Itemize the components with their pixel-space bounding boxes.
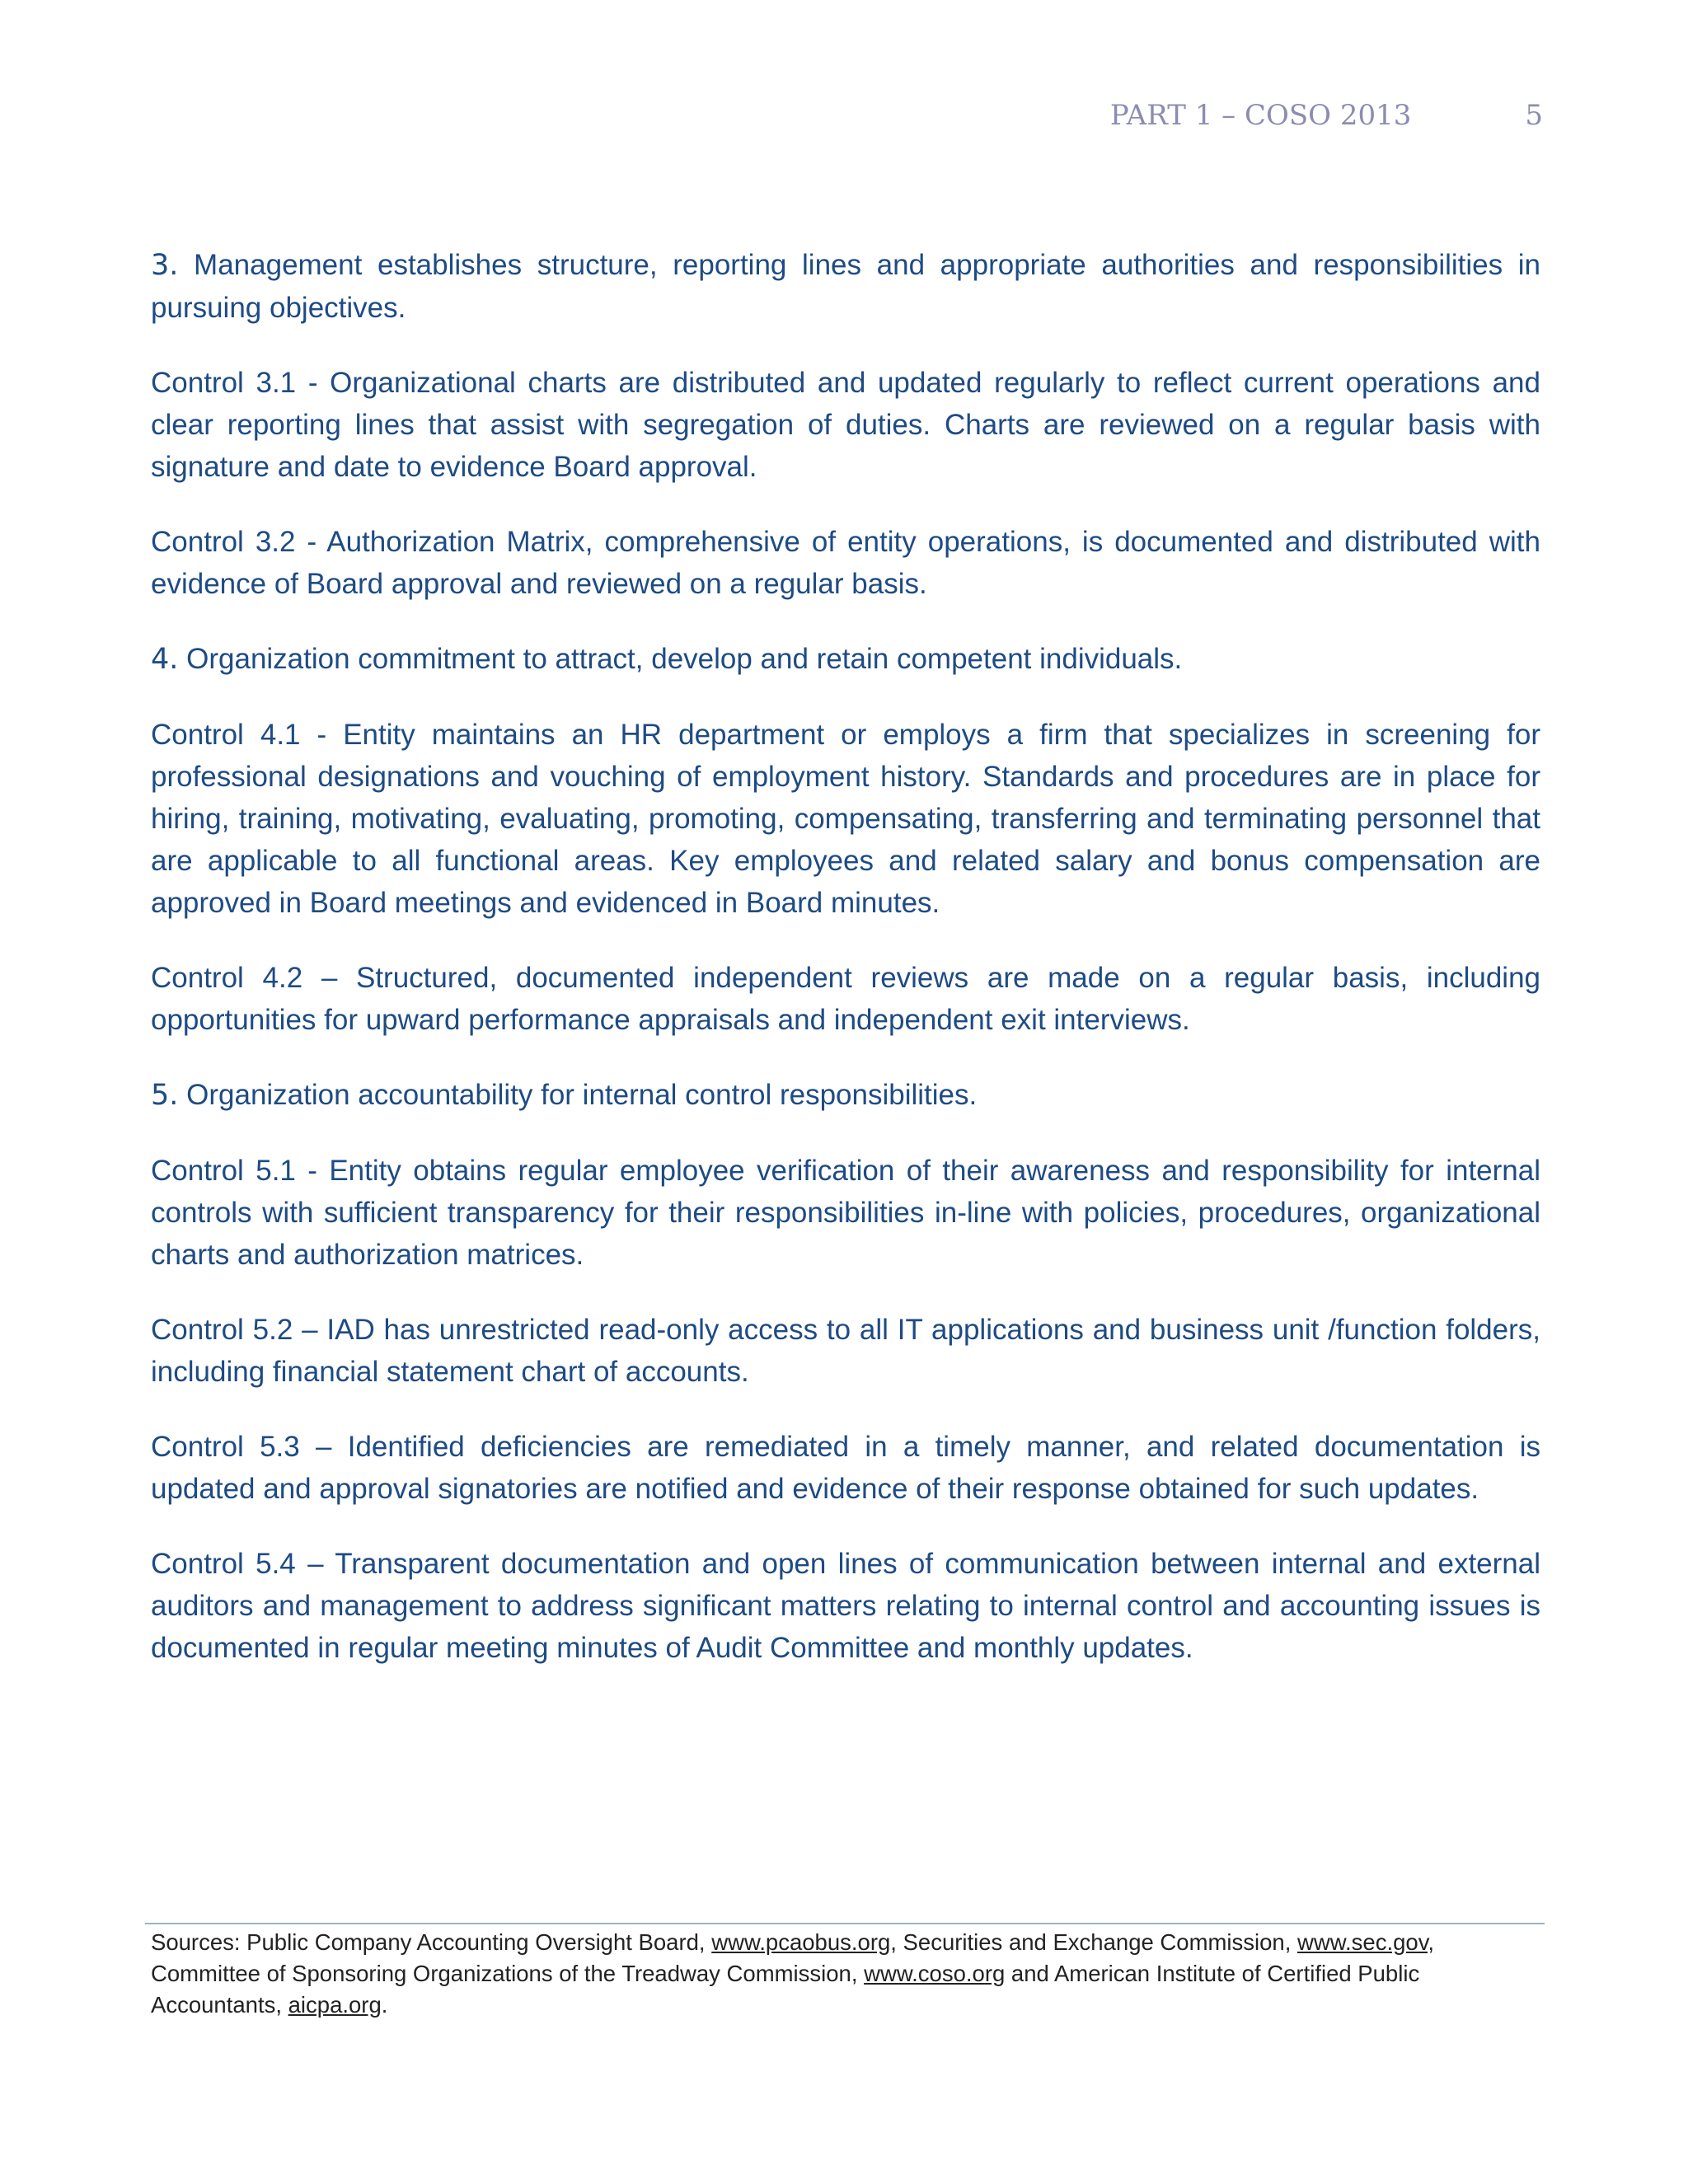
control-5-3: Control 5.3 – Identified deficiencies are remediated in a timely manner, and related documentation is updated and approval signatories are notified and evidence of their response obtained for such updates. bbox=[151, 1431, 1540, 1505]
running-header bbox=[884, 99, 1543, 132]
control-4-2: Control 4.2 – Structured, documented independent reviews are made on a regular basis, including opportunities for upward performance appraisals and independent exit interviews. bbox=[151, 962, 1540, 1036]
section-heading-3 bbox=[151, 244, 1540, 329]
coso-link[interactable]: www.coso.org bbox=[864, 1961, 1006, 1986]
control-3-1: Control 3.1 - Organizational charts are distributed and updated regularly to reflect current operations and clear reporting lines that assist with segregation of duties. Charts are reviewed on a regular basis with signature and date to evidence Board approval. bbox=[151, 367, 1540, 483]
sources-text: and American Institute of Certified Public Accountants, bbox=[151, 1961, 1420, 2018]
aicpa-link[interactable]: aicpa.org bbox=[288, 1992, 382, 2018]
section-heading-text: Organization commitment to attract, develop and retain competent individuals. bbox=[178, 643, 1183, 675]
control-4-1: Control 4.1 - Entity maintains an HR department or employs a firm that specializes in screening for professional designations and vouching of employment history. Standards and procedures are in place for hiring, training, motivating, evaluating, promoting, compensating, transferring and terminating personnel that are applicable to all functional areas. Key employees and related salary and bonus compensation are approved in Board meetings and evidenced in Board minutes. bbox=[151, 719, 1540, 919]
running-title: PART 1 – COSO 2013 bbox=[1109, 99, 1412, 132]
section-number: 5. bbox=[151, 1079, 179, 1112]
section-heading-text: Management establishes structure, reporting lines and appropriate authorities and responsibilities in pursuing objectives. bbox=[151, 249, 1540, 324]
section-heading-4 bbox=[151, 638, 1540, 681]
sources-text: , Securities and Exchange Commission, bbox=[890, 1929, 1297, 1955]
document-body bbox=[151, 244, 1540, 1702]
footer-divider bbox=[145, 1923, 1545, 1924]
control-5-4: Control 5.4 – Transparent documentation and open lines of communication between internal and external auditors and management to address significant matters relating to internal control and accounting issues is documented in regular meeting minutes of Audit Committee and monthly updates. bbox=[151, 1548, 1540, 1664]
section-heading-text: Organization accountability for internal control responsibilities. bbox=[178, 1079, 978, 1111]
control-5-1: Control 5.1 - Entity obtains regular employee verification of their awareness and responsibility for internal controls with sufficient transparency for their responsibilities in-line with policies, procedures, organizational charts and authorization matrices. bbox=[151, 1155, 1540, 1271]
section-number: 3. bbox=[151, 249, 179, 282]
sources-footnote bbox=[151, 1927, 1544, 2021]
control-5-2: Control 5.2 – IAD has unrestricted read-only access to all IT applications and business unit /function folders, including financial statement chart of accounts. bbox=[151, 1314, 1540, 1388]
control-3-2: Control 3.2 - Authorization Matrix, comprehensive of entity operations, is documented and distributed with evidence of Board approval and reviewed on a regular basis. bbox=[151, 526, 1540, 600]
sources-text: Committee of Sponsoring Organizations of the Treadway Commission, bbox=[151, 1961, 865, 1986]
page-number: 5 bbox=[1525, 99, 1543, 132]
pcaobus-link[interactable]: www.pcaobus.org bbox=[711, 1929, 891, 1955]
sources-text: Sources: Public Company Accounting Oversight Board, bbox=[151, 1929, 712, 1955]
section-number: 4. bbox=[151, 643, 179, 676]
sec-link[interactable]: www.sec.gov, bbox=[1296, 1929, 1435, 1955]
section-heading-5 bbox=[151, 1074, 1540, 1117]
sources-text: . bbox=[381, 1992, 388, 2018]
